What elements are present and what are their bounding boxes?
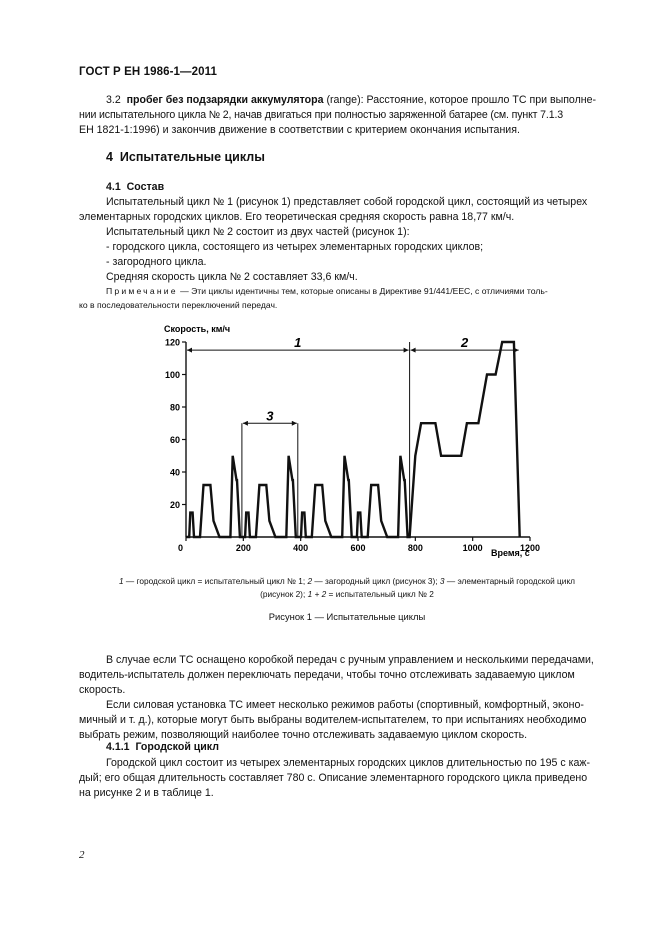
section-4-1-title: Состав <box>126 181 165 193</box>
x-tick-label-0: 0 <box>177 543 183 553</box>
section-4-1-1-line2: дый; его общая длительность составляет 780 с. Описание элементарного городского цикла приведено <box>79 772 588 784</box>
section-4-1-number: 4.1 <box>106 181 121 193</box>
document-header: ГОСТ Р ЕН 1986-1—2011 <box>79 66 217 78</box>
figure-legend <box>79 575 615 601</box>
figure-caption: Рисунок 1 — Испытательные циклы <box>268 611 426 622</box>
section-4-1-body <box>79 195 615 285</box>
legend-key-1: 1 <box>118 576 124 586</box>
section-3-2-line2: нии испытательного цикла № 2, начав двигаться при полностью заряженной батарее (см. пункт 7.1.3 <box>79 109 563 121</box>
note-label: Примечание <box>106 286 178 296</box>
section-3-2-number: 3.2 <box>106 94 121 106</box>
y-tick-label-40: 40 <box>169 467 180 478</box>
y-tick-label-100: 100 <box>164 370 180 380</box>
section-4-1-line6: Средняя скорость цикла № 2 составляет 33,6 км/ч. <box>106 271 358 283</box>
y-tick-label-120: 120 <box>164 337 180 348</box>
note-line1-text: — Эти циклы идентичны тем, которые описаны в Директиве 91/441/EEC, с отличиями толь- <box>177 286 548 296</box>
page-number: 2 <box>79 849 85 861</box>
para-modes-line2: мичный и т. д.), которые могут быть выбраны водителем-испытателем, то при испытаниях необходимо <box>79 714 587 726</box>
x-tick-label-400: 400 <box>293 543 309 553</box>
section-4-1-1-number: 4.1.1 <box>106 741 130 753</box>
section-4-1-1-body <box>79 756 615 801</box>
y-tick-label-60: 60 <box>169 435 180 445</box>
section-4-number: 4 <box>106 150 113 164</box>
figure-legend-line2 <box>79 588 615 601</box>
section-3-2 <box>79 93 615 138</box>
section-4-1-heading <box>106 181 164 193</box>
section-3-2-text1: (range): Расстояние, которое прошло ТС при выполне- <box>323 94 597 106</box>
legend-text-3: — элементарный городской цикл <box>444 576 576 586</box>
y-tick-label-20: 20 <box>169 500 180 510</box>
section-4-1-line3: Испытательный цикл № 2 состоит из двух частей (рисунок 1): <box>106 226 410 238</box>
section-4-heading <box>106 150 265 164</box>
section-4-1-1-heading <box>106 741 219 753</box>
figure-1-chart <box>150 320 550 565</box>
para-gears-line2: водитель-испытатель должен переключать передачи, чтобы точно отслеживать задаваемую циклом <box>79 669 575 681</box>
para-gears <box>79 653 615 698</box>
x-tick-label-1200: 1200 <box>519 543 541 553</box>
legend-key-2: 2 <box>307 576 313 586</box>
section-4-1-line4: - городского цикла, состоящего из четырех элементарных городских циклов; <box>106 241 484 253</box>
para-gears-line1: В случае если ТС оснащено коробкой передач с ручным управлением и несколькими передачами, <box>106 654 594 666</box>
para-modes-line1: Если силовая установка ТС имеет несколько режимов работы (спортивный, комфортный, эконо- <box>106 699 584 711</box>
section-4-1-1-title: Городской цикл <box>135 741 219 753</box>
note-block <box>79 284 615 312</box>
section-4-1-1-line1: Городской цикл состоит из четырех элементарных городских циклов длительностью по 195 с каж- <box>106 757 590 769</box>
figure-legend-line1 <box>79 575 615 588</box>
chart-ylabel: Скорость, км/ч <box>164 324 231 334</box>
x-tick-label-800: 800 <box>407 543 423 553</box>
annotation-label-3: 3 <box>266 408 274 424</box>
legend-key-3: 3 <box>439 576 445 586</box>
para-modes <box>79 698 615 743</box>
x-tick-label-200: 200 <box>235 543 251 553</box>
chart-series-line <box>186 342 520 537</box>
section-3-2-line1 <box>79 93 615 108</box>
section-4-1-line1: Испытательный цикл № 1 (рисунок 1) представляет собой городской цикл, состоящий из четырех <box>106 196 588 208</box>
section-4-1-1-line3: на рисунке 2 и в таблице 1. <box>79 787 214 799</box>
chart-xlabel: Время, с <box>491 548 530 558</box>
annotation-label-1: 1 <box>294 335 302 351</box>
y-tick-label-80: 80 <box>169 402 180 413</box>
legend-key-12: 1 + 2 <box>307 589 327 599</box>
annotation-label-2: 2 <box>461 335 469 351</box>
note-line2: ко в последовательности переключений передач. <box>79 300 278 310</box>
section-4-1-line5: - загородного цикла. <box>106 256 207 268</box>
note-line1 <box>79 284 615 298</box>
section-4-title: Испытательные циклы <box>119 150 265 164</box>
legend-text-5: = испытательный цикл № 2 <box>326 589 434 599</box>
legend-text-4: (рисунок 2); <box>260 589 308 599</box>
para-modes-line3: выбрать режим, позволяющий наиболее точно отслеживать задаваемую циклом скорость. <box>79 729 528 741</box>
para-gears-line3: скорость. <box>79 684 126 696</box>
legend-text-2: — загородный цикл (рисунок 3); <box>312 576 440 586</box>
section-3-2-line3: ЕН 1821-1:1996) и закончив движение в соответствии с критерием окончания испытания. <box>79 124 520 136</box>
section-3-2-term: пробег без подзарядки аккумулятора <box>126 94 324 106</box>
x-tick-label-1000: 1000 <box>462 543 483 553</box>
legend-text-1: — городской цикл = испытательный цикл № 1; <box>123 576 308 586</box>
x-tick-label-600: 600 <box>350 543 366 553</box>
section-4-1-line2: элементарных городских циклов. Его теоретическая средняя скорость равна 18,77 км/ч. <box>79 211 515 223</box>
